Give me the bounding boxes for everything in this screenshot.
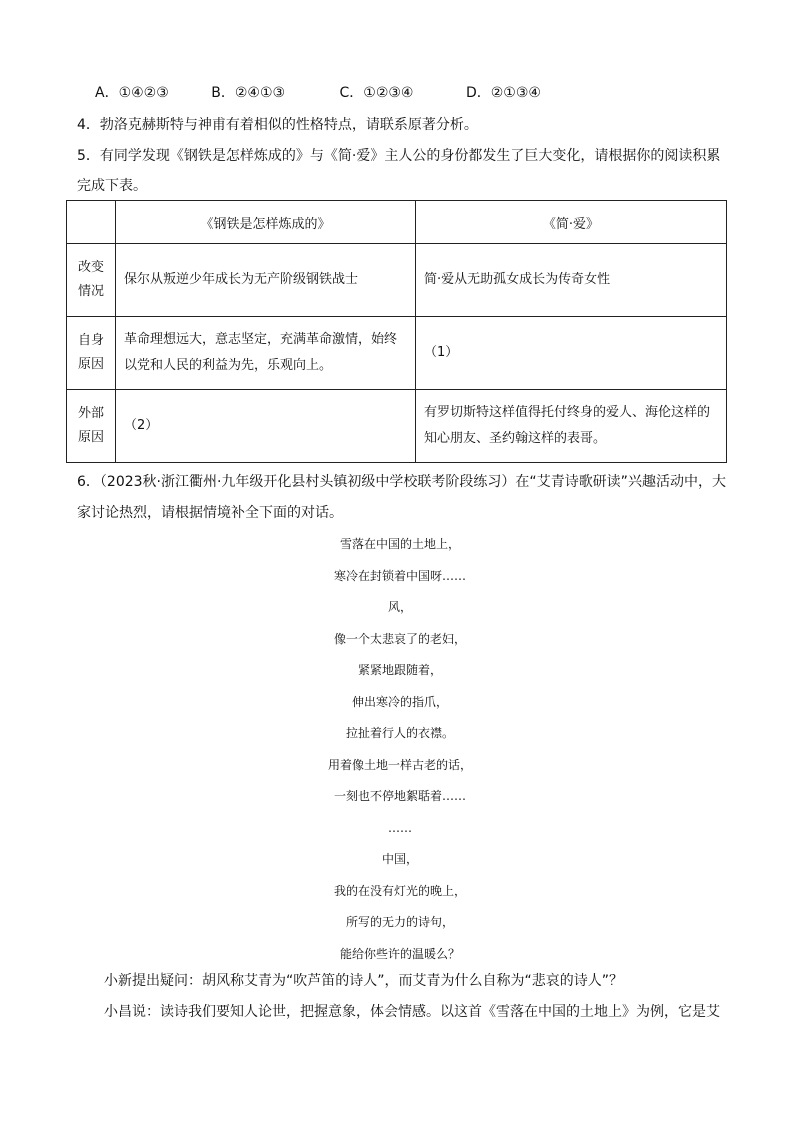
table-row (67, 390, 727, 463)
table-row (67, 244, 727, 317)
poem (250, 532, 550, 973)
row-header-line: 改变 (77, 260, 104, 275)
row-header-line: 情况 (77, 284, 104, 299)
table-header-book-2: 《简·爱》 (416, 201, 727, 244)
dialogue-line-2: 小昌说：读诗我们要知人论世，把握意象，体会情感。以这首《雪落在中国的土地上》为例，它是艾 (104, 1004, 720, 1020)
answer-blank-1: （1） (416, 317, 727, 390)
dialogue-line-1: 小新提出疑问：胡风称艾青为“吹芦笛的诗人”，而艾青为什么自称为“悲哀的诗人”？ (104, 973, 624, 989)
table-cell: 简·爱从无助孤女成长为传奇女性 (416, 244, 727, 317)
table-cell: 有罗切斯特这样值得托付终身的爱人、海伦这样的知心朋友、圣约翰这样的表哥。 (416, 390, 727, 463)
row-header (67, 244, 116, 317)
row-header-line: 自身 (77, 333, 104, 348)
table-header-empty (67, 201, 116, 244)
poem-line: 中国， (381, 852, 418, 866)
table-cell: 革命理想远大，意志坚定，充满革命激情，始终以党和人民的利益为先，乐观向上。 (116, 317, 416, 390)
option-d: D．②①③④ (465, 85, 541, 101)
table-header-row (67, 201, 727, 244)
poem-line: 像一个太悲哀了的老妇， (333, 631, 466, 646)
question-5-line-1: 5．有同学发现《钢铁是怎样炼成的》与《简·爱》主人公的身份都发生了巨大变化，请根据你的阅读积累 (77, 148, 721, 164)
poem-line: 一刻也不停地絮聒着…… (333, 789, 466, 803)
question-6-line-2: 家讨论热烈，请根据情境补全下面的对话。 (77, 505, 343, 521)
row-header (67, 390, 116, 463)
option-a: A．①④②③ (95, 85, 169, 101)
poem-line: 风， (387, 600, 412, 614)
table-header-book-1: 《钢铁是怎样炼成的》 (116, 201, 416, 244)
poem-line: 紧紧地跟随着， (357, 663, 442, 677)
poem-line: 拉扯着行人的衣襟。 (345, 726, 454, 740)
poem-line: …… (388, 820, 412, 835)
answer-options (95, 82, 579, 102)
row-header (67, 317, 116, 390)
poem-line: 伸出寒冷的指爪， (351, 694, 448, 709)
table-row (67, 317, 727, 390)
poem-line: 寒冷在封锁着中国呀…… (333, 568, 466, 583)
poem-line: 我的在没有灯光的晚上， (333, 883, 466, 898)
question-6-line-1: 6．（2023秋·浙江衢州·九年级开化县村头镇初级中学校联考阶段练习）在“艾青诗歌研读”兴趣活动中，大 (77, 474, 726, 490)
option-b: B．②④①③ (211, 85, 286, 101)
row-header-line: 外部 (77, 406, 104, 421)
poem-line: 能给你些许的温暖么？ (339, 946, 460, 961)
question-5-line-2: 完成下表。 (77, 178, 147, 194)
poem-line: 用着像土地一样古老的话， (327, 757, 472, 772)
comparison-table (66, 200, 727, 463)
table-cell: 保尔从叛逆少年成长为无产阶级钢铁战士 (116, 244, 416, 317)
row-header-line: 原因 (77, 357, 104, 372)
question-4: 4．勃洛克赫斯特与神甫有着相似的性格特点，请联系原著分析。 (77, 117, 478, 133)
poem-line: 所写的无力的诗句， (345, 915, 454, 929)
answer-blank-2: （2） (116, 390, 416, 463)
row-header-line: 原因 (77, 430, 104, 445)
poem-line: 雪落在中国的土地上， (339, 537, 460, 551)
option-c: C．①②③④ (339, 85, 414, 101)
